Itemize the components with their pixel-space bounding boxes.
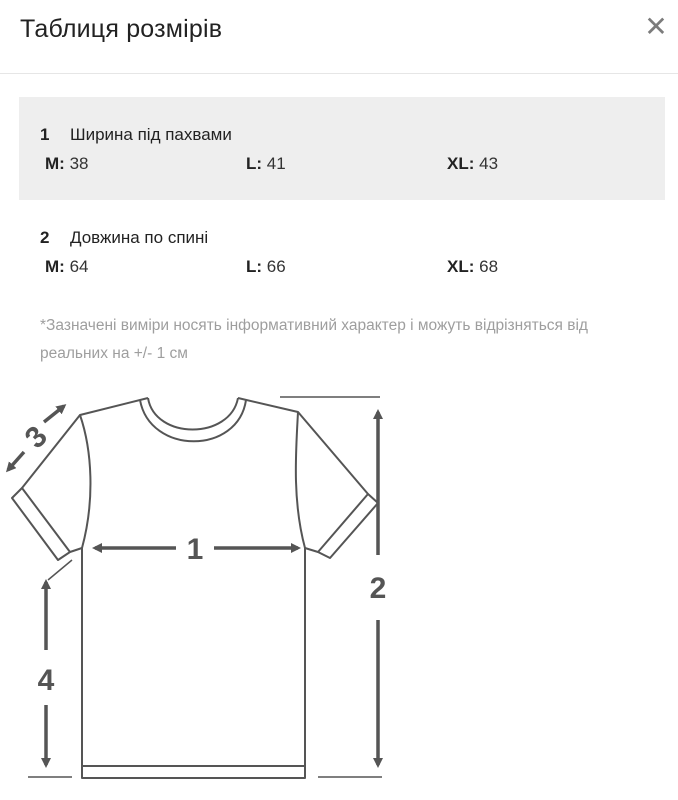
tshirt-outline	[12, 398, 378, 778]
measurement-heading	[40, 228, 208, 248]
measurement-row-length	[19, 200, 665, 303]
size-m-value: M: 38	[45, 154, 89, 173]
diagram-label-3: 3	[18, 419, 54, 455]
measurement-number: 2	[40, 228, 50, 247]
modal-title: Таблиця розмірів	[20, 15, 223, 43]
diagram-label-4: 4	[37, 664, 55, 697]
disclaimer-note: *Зазначені виміри носять інформативний характер і можуть відрізняться від реальних на +/- 1 см	[40, 317, 588, 362]
measurement-number: 1	[40, 125, 50, 144]
close-icon[interactable]: ✕	[644, 10, 668, 43]
arrow-sleeve-length	[44, 406, 64, 422]
size-l-value: L: 41	[246, 154, 286, 173]
size-xl-value: XL: 68	[447, 257, 499, 276]
size-l-value: L: 66	[246, 257, 286, 276]
diagram-label-1: 1	[186, 533, 204, 566]
arrow-sleeve-length	[8, 452, 24, 470]
diagram-label-2: 2	[369, 572, 387, 605]
measurement-heading	[40, 125, 232, 145]
measurement-arrows	[8, 406, 378, 765]
size-xl-value: XL: 43	[447, 154, 499, 173]
tshirt-measurement-diagram	[0, 380, 678, 800]
measurement-label: Ширина під пахвами	[70, 125, 232, 144]
measurement-row-chest	[19, 97, 665, 200]
size-m-value: M: 64	[45, 257, 89, 276]
modal-header	[0, 0, 678, 74]
measurement-label: Довжина по спині	[70, 228, 209, 247]
